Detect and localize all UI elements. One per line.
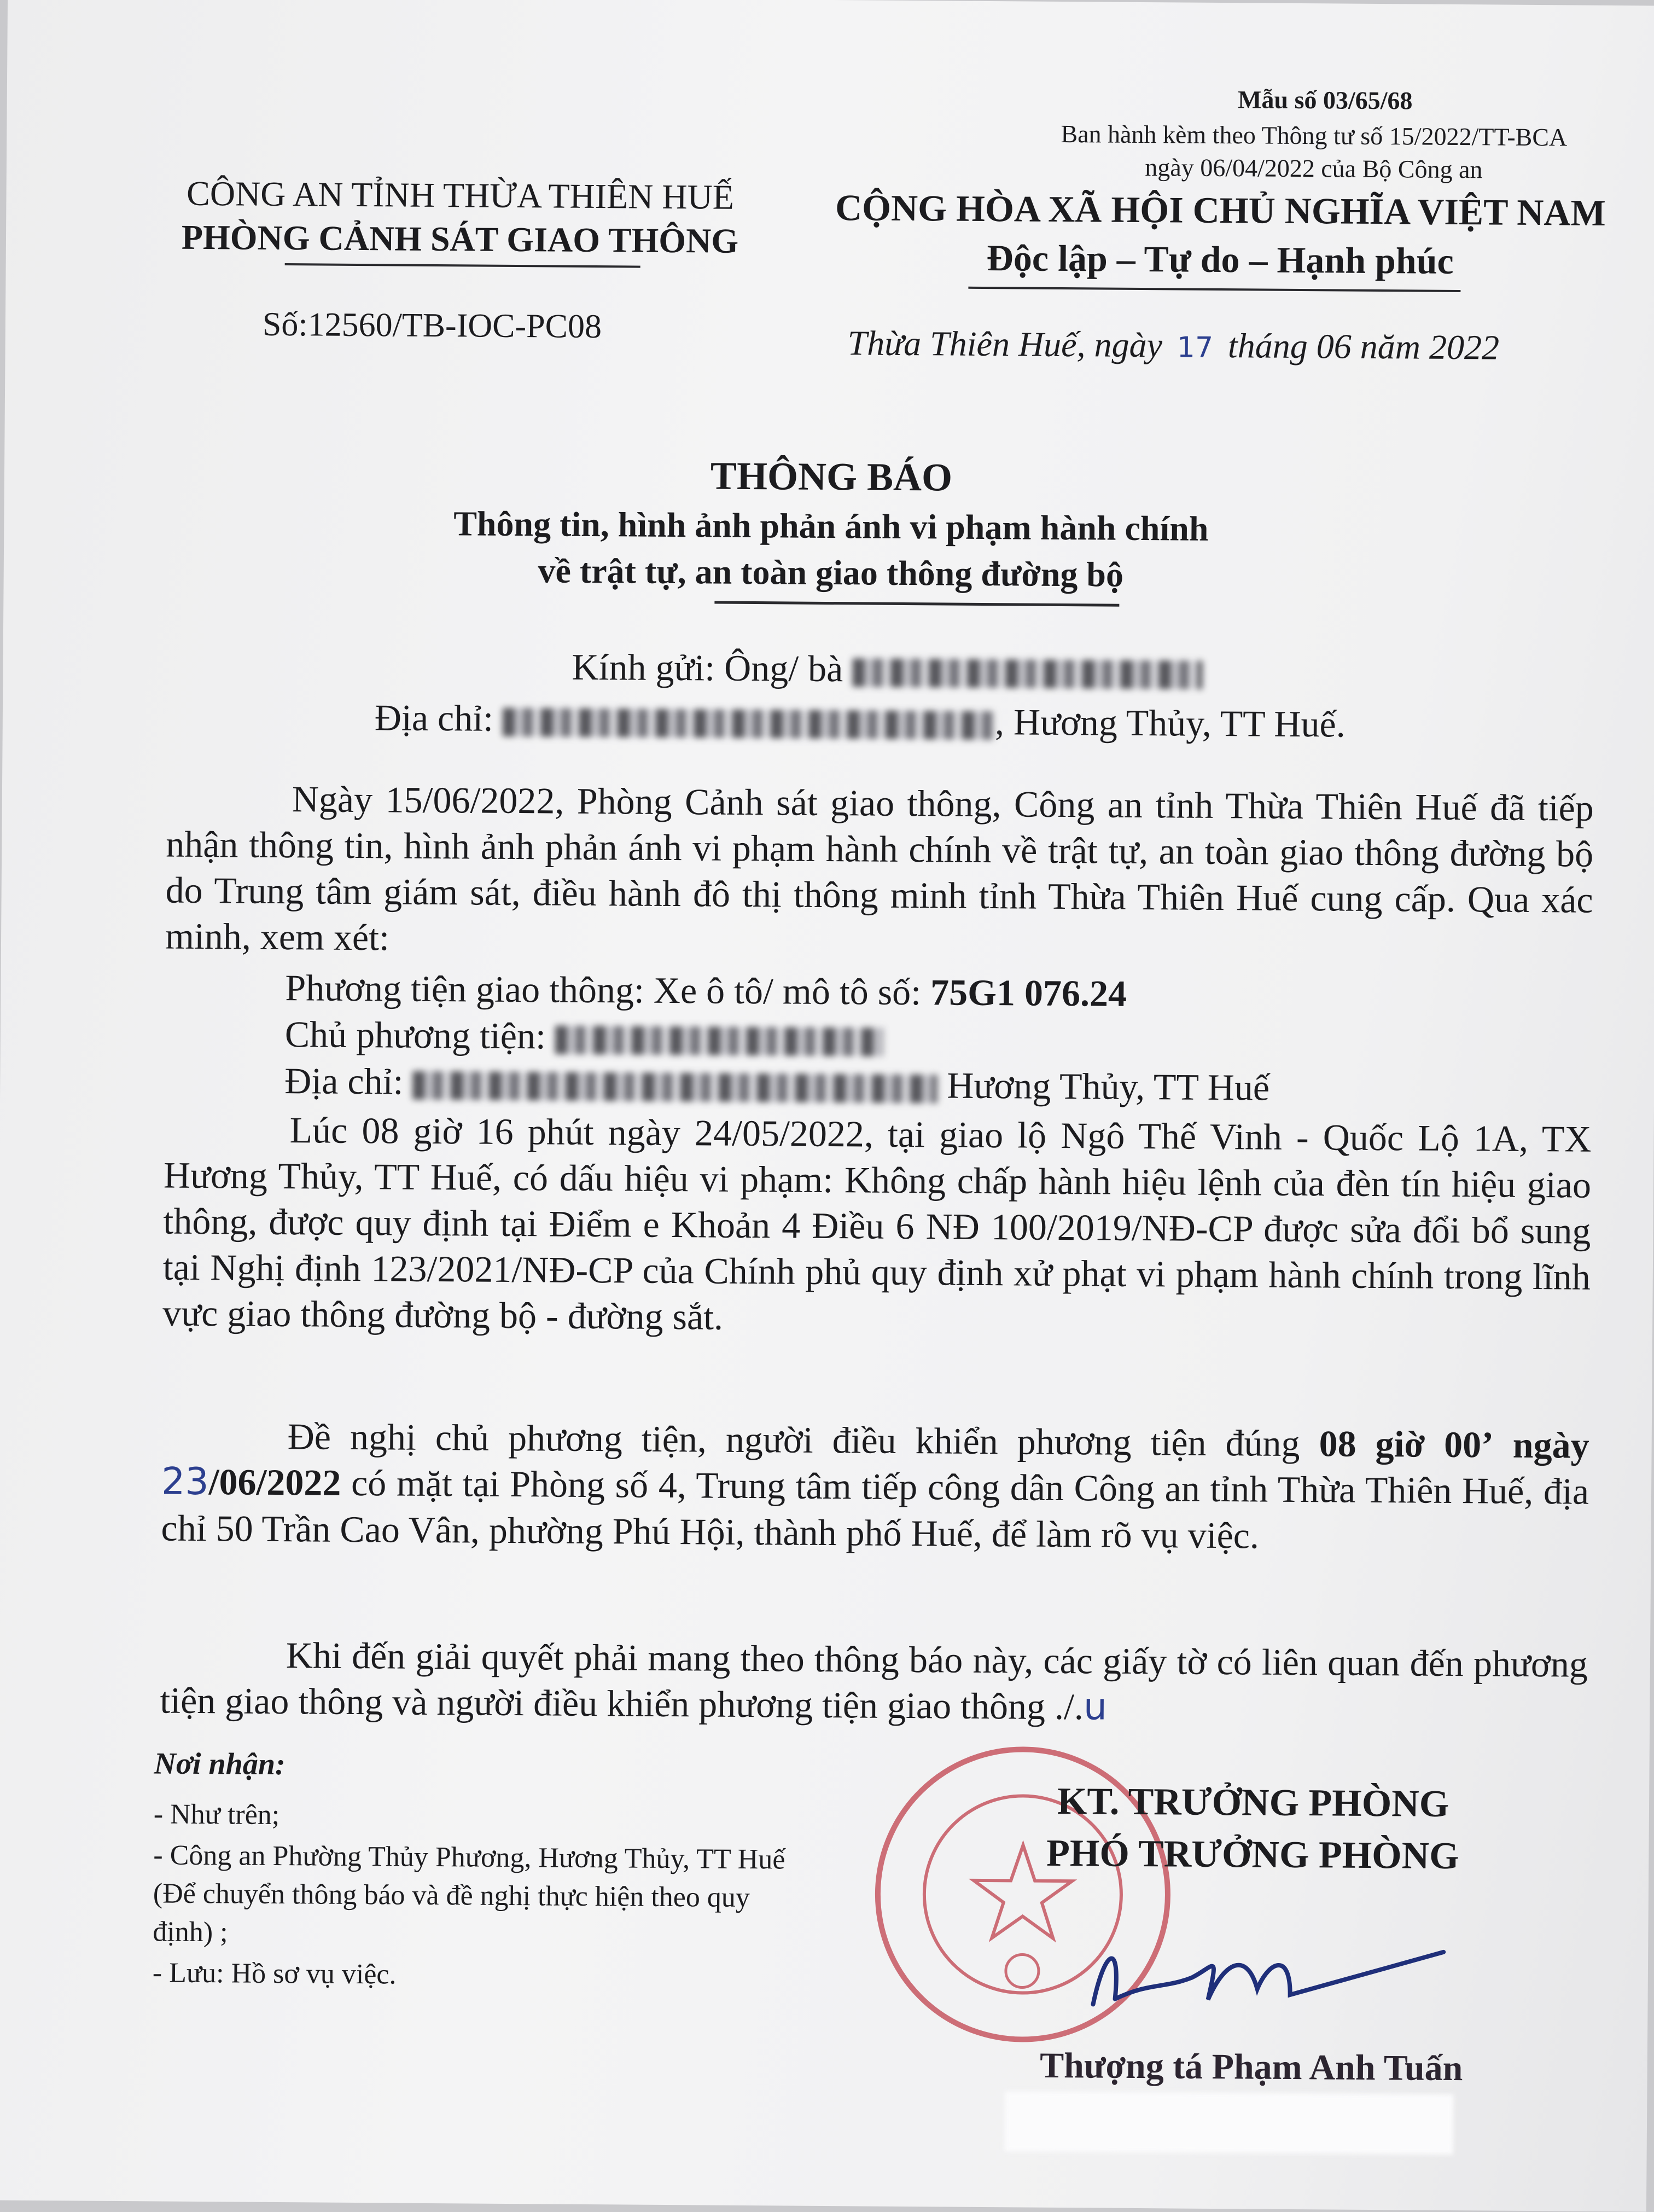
- owner-line: [285, 1011, 884, 1061]
- redacted-owner: [555, 1026, 883, 1056]
- motto-underline: [968, 287, 1460, 292]
- redacted-name: [852, 659, 1202, 689]
- recipients-title: Nơi nhận:: [154, 1746, 286, 1782]
- owner-address-label: Địa chỉ:: [284, 1060, 404, 1102]
- p3-prefix: Đề nghị chủ phương tiện, người điều khiển phương tiện đúng: [287, 1415, 1300, 1465]
- p3-month: /06/2022: [208, 1461, 341, 1503]
- paragraph-2: Lúc 08 giờ 16 phút ngày 24/05/2022, tại giao lộ Ngô Thế Vinh - Quốc Lộ 1A, TX Hương Thủy, TT Huế, có dấu hiệu vi phạm: Không chấp hành hiệu lệnh của đèn tín hiệu giao thông, được quy định tại Điểm e Khoản 4 Điều 6 NĐ 100/2019/NĐ-CP được sửa đổi bổ sung tại Nghị định 123/2021/NĐ-CP của Chính phủ quy định xử phạt vi phạm hành chính trong lĩnh vực giao thông đường bộ - đường sắt.: [162, 1109, 1592, 1338]
- org-underline: [285, 263, 640, 268]
- handwritten-mark: u: [1083, 1685, 1108, 1729]
- handwritten-day: 17: [1177, 331, 1214, 364]
- owner-address-suffix: Hương Thủy, TT Huế: [947, 1064, 1270, 1108]
- p4-text: Khi đến giải quyết phải mang theo thông báo này, các giấy tờ có liên quan đến phương tiện giao thông và người điều khiển phương tiện giao thông ./.: [160, 1634, 1588, 1728]
- address-suffix: , Hương Thủy, TT Huế.: [994, 701, 1346, 745]
- vehicle-line: [285, 965, 1127, 1017]
- vehicle-label: Phương tiện giao thông: Xe ô tô/ mô tô số:: [285, 967, 922, 1013]
- nation-title: CỘNG HÒA XÃ HỘI CHỦ NGHĨA VIỆT NAM: [835, 187, 1606, 234]
- recipient-item: - Như trên;: [153, 1798, 280, 1831]
- vehicle-plate: 75G1 076.24: [930, 971, 1127, 1014]
- form-code: Mẫu số 03/65/68: [1237, 85, 1413, 115]
- org-name-line2: PHÒNG CẢNH SÁT GIAO THÔNG: [181, 217, 739, 260]
- form-issued-line-1: Ban hành kèm theo Thông tư số 15/2022/TT-BCA: [1061, 119, 1568, 152]
- place-date: [847, 323, 1499, 368]
- paragraph-3: [161, 1413, 1589, 1561]
- addressee-address: [375, 694, 1346, 747]
- place-date-suffix: tháng 06 năm 2022: [1227, 326, 1500, 367]
- handwritten-signature: [1082, 1917, 1466, 2040]
- signature-title-1: KT. TRƯỞNG PHÒNG: [1057, 1780, 1449, 1825]
- redaction-strip: [1005, 2091, 1454, 2155]
- document-subtitle-1: Thông tin, hình ảnh phản ánh vi phạm hành chính: [453, 504, 1209, 548]
- form-issued-line-2: ngày 06/04/2022 của Bộ Công an: [1145, 153, 1483, 184]
- title-underline: [714, 601, 1119, 607]
- addressee-line: [572, 644, 1202, 694]
- signature-title-2: PHÓ TRƯỞNG PHÒNG: [1046, 1832, 1459, 1878]
- document-title: THÔNG BÁO: [710, 454, 953, 500]
- owner-address-line: [284, 1058, 1269, 1111]
- p3-time: 08 giờ 00’: [1319, 1423, 1494, 1466]
- owner-label: Chủ phương tiện:: [284, 1013, 546, 1057]
- document-number: Số:12560/TB-IOC-PC08: [262, 305, 602, 346]
- p3-day-label: ngày: [1512, 1424, 1589, 1466]
- document-subtitle-2: về trật tự, an toàn giao thông đường bộ: [538, 551, 1124, 594]
- redacted-address: [503, 708, 995, 740]
- handwritten-day-2: 23: [161, 1460, 209, 1504]
- address-label: Địa chỉ:: [374, 696, 494, 739]
- addressee-label: Kính gửi: Ông/ bà: [572, 646, 843, 690]
- paragraph-4: [160, 1632, 1588, 1734]
- org-name-line1: CÔNG AN TỈNH THỪA THIÊN HUẾ: [186, 173, 735, 217]
- signer-name: Thượng tá Phạm Anh Tuấn: [1039, 2045, 1463, 2089]
- nation-motto: Độc lập – Tự do – Hạnh phúc: [986, 237, 1454, 282]
- recipient-item: - Công an Phường Thủy Phương, Hương Thủy, TT Huế (Để chuyển thông báo và đề nghị thực hiện theo quy định) ;: [153, 1839, 785, 1948]
- p3-rest: có mặt tại Phòng số 4, Trung tâm tiếp công dân Công an tỉnh Thừa Thiên Huế, địa chỉ 50 Trần Cao Vân, phường Phú Hội, thành phố Huế, để làm rõ vụ việc.: [161, 1461, 1589, 1557]
- redacted-owner-address: [412, 1071, 937, 1104]
- place-date-prefix: Thừa Thiên Huế, ngày: [847, 323, 1163, 365]
- paragraph-1: Ngày 15/06/2022, Phòng Cảnh sát giao thông, Công an tỉnh Thừa Thiên Huế đã tiếp nhận thông tin, hình ảnh phản ánh vi phạm hành chính về trật tự, an toàn giao thông đường bộ do Trung tâm giám sát, điều hành đô thị thông minh tỉnh Thừa Thiên Huế cung cấp. Qua xác minh, xem xét:: [165, 778, 1594, 959]
- recipient-item: - Lưu: Hồ sơ vụ việc.: [152, 1957, 397, 1990]
